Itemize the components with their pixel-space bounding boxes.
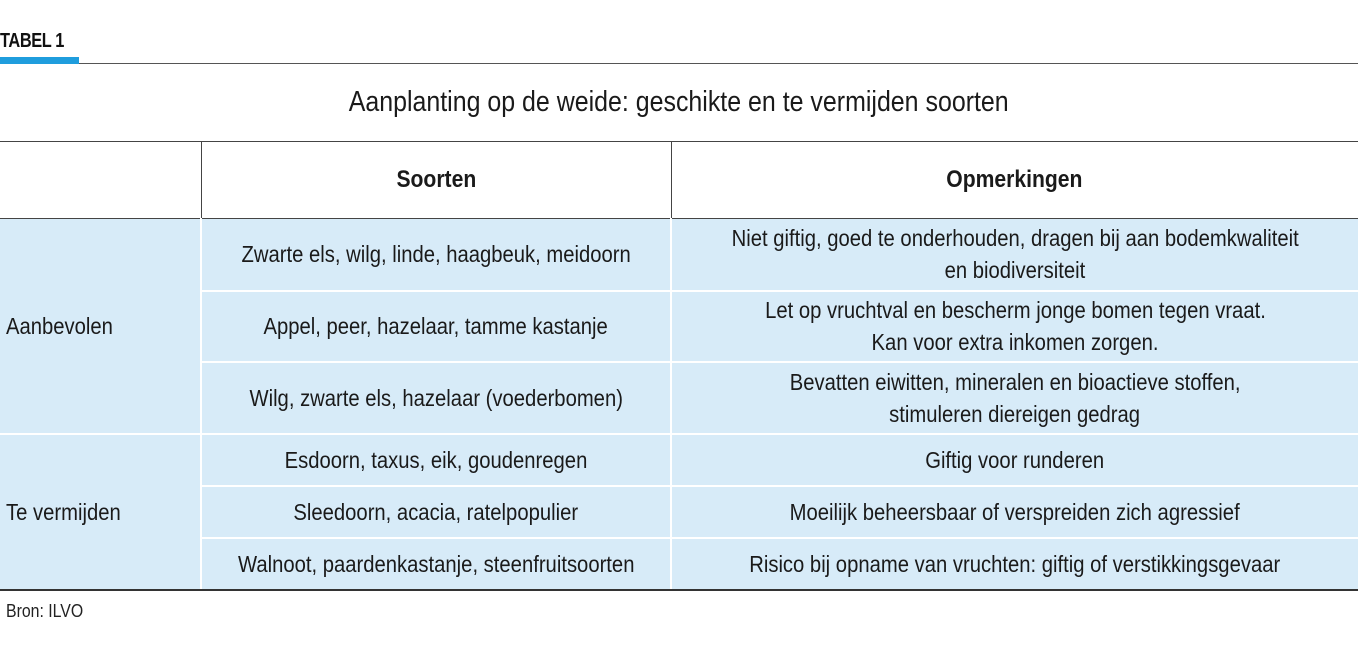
species-table — [0, 141, 1358, 591]
table-row — [0, 291, 1358, 362]
species-text: Wilg, zwarte els, hazelaar (voederbomen) — [249, 384, 623, 411]
remarks-line: stimuleren diereigen gedrag — [889, 400, 1141, 427]
header-species — [201, 142, 671, 219]
table-row — [0, 486, 1358, 538]
category-label: Te vermijden — [6, 498, 121, 525]
species-cell — [201, 291, 671, 362]
remarks-cell — [671, 434, 1358, 486]
species-text: Walnoot, paardenkastanje, steenfruitsoorten — [237, 550, 635, 577]
species-text: Appel, peer, hazelaar, tamme kastanje — [263, 313, 609, 339]
species-cell — [201, 362, 671, 434]
category-cell — [0, 434, 201, 590]
remarks-line: Kan voor extra inkomen zorgen. — [871, 329, 1159, 355]
source-text: Bron: ILVO — [6, 601, 84, 621]
species-cell — [201, 434, 671, 486]
source-note — [6, 601, 94, 622]
remarks-line: Giftig voor runderen — [925, 446, 1105, 473]
table-row — [0, 362, 1358, 434]
header-remarks-label: Opmerkingen — [946, 166, 1083, 193]
table-row — [0, 434, 1358, 486]
table-title-text: Aanplanting op de weide: geschikte en te vermijden soorten — [349, 86, 1009, 118]
species-cell — [201, 538, 671, 590]
remarks-cell — [671, 219, 1358, 291]
remarks-line: Risico bij opname van vruchten: giftig of verstikkingsgevaar — [749, 550, 1281, 577]
remarks-cell — [671, 362, 1358, 434]
remarks-line: Let op vruchtval en bescherm jonge bomen tegen vraat. — [764, 297, 1266, 323]
category-cell — [0, 219, 201, 434]
table-number-label: TABEL 1 — [0, 30, 64, 52]
header-remarks — [671, 142, 1358, 219]
remarks-cell — [671, 538, 1358, 590]
table-title — [0, 86, 1358, 119]
header-row — [0, 142, 1358, 219]
remarks-line: Moeilijk beheersbaar of verspreiden zich agressief — [789, 498, 1241, 525]
top-divider — [79, 63, 1358, 64]
species-text: Sleedoorn, acacia, ratelpopulier — [293, 498, 579, 525]
remarks-cell — [671, 291, 1358, 362]
remarks-line: Niet giftig, goed te onderhouden, dragen bij aan bodemkwaliteit — [731, 225, 1299, 252]
table-row — [0, 219, 1358, 291]
species-cell — [201, 219, 671, 291]
header-category — [0, 142, 201, 219]
category-label: Aanbevolen — [6, 312, 113, 339]
species-cell — [201, 486, 671, 538]
species-text: Zwarte els, wilg, linde, haagbeuk, meidoorn — [241, 241, 631, 268]
label-accent-bar — [0, 57, 79, 64]
remarks-cell — [671, 486, 1358, 538]
remarks-line: Bevatten eiwitten, mineralen en bioactieve stoffen, — [789, 368, 1241, 395]
header-species-label: Soorten — [396, 166, 476, 193]
species-text: Esdoorn, taxus, eik, goudenregen — [284, 446, 588, 473]
remarks-line: en biodiversiteit — [944, 257, 1086, 284]
table-row — [0, 538, 1358, 590]
